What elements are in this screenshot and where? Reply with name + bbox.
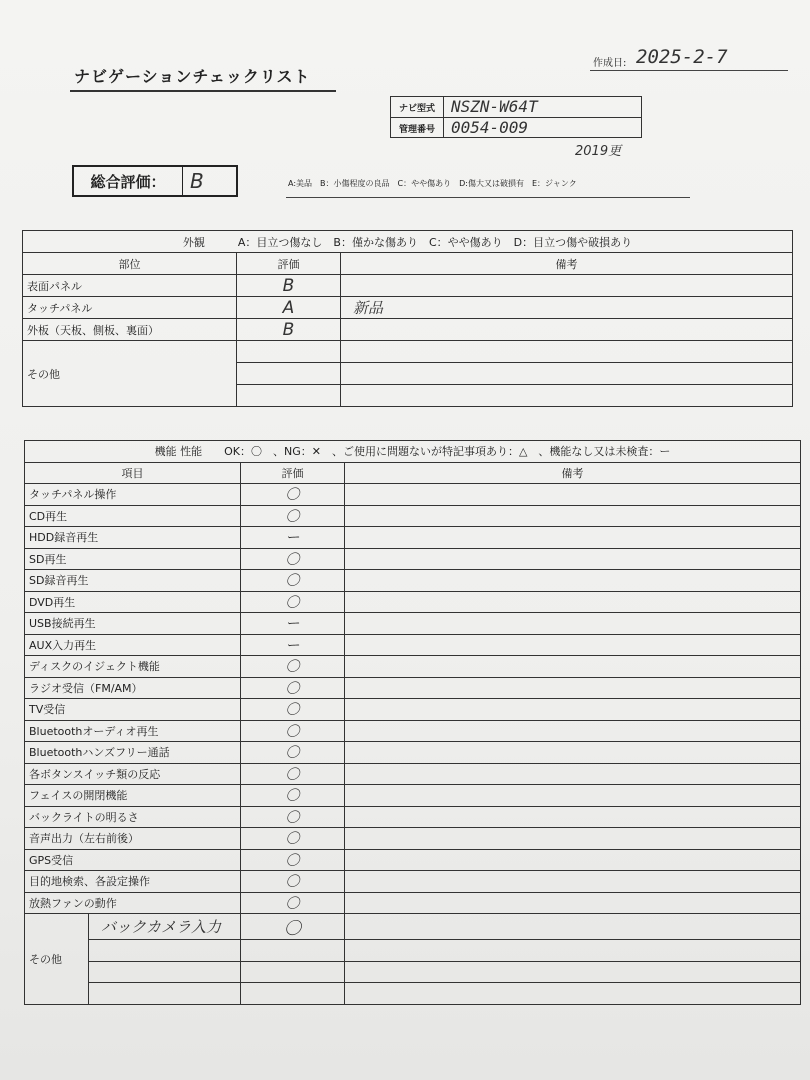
rating-cell: 〇	[241, 806, 345, 828]
rating-cell: 〇	[241, 484, 345, 506]
rating-cell: 〇	[241, 785, 345, 807]
col-rating: 評価	[241, 462, 345, 484]
item-cell: DVD再生	[25, 591, 241, 613]
table-row	[25, 527, 801, 549]
legend-underline	[286, 197, 690, 198]
table-row	[25, 505, 801, 527]
rating-cell: 〇	[241, 548, 345, 570]
created-date-value: 2025-2-7	[636, 46, 728, 68]
rating-cell: 〇	[241, 505, 345, 527]
year-note: 2019更	[575, 144, 622, 159]
part-cell: 表面パネル	[23, 275, 237, 297]
blank-cell	[345, 983, 801, 1005]
col-item: 項目	[25, 462, 241, 484]
rating-cell: 〇	[241, 699, 345, 721]
model-info-box	[390, 96, 642, 138]
item-cell: 音声出力（左右前後）	[25, 828, 241, 850]
other-rating-cell: 〇	[241, 914, 345, 940]
rating-cell: 〇	[241, 849, 345, 871]
rating-cell: 〇	[241, 720, 345, 742]
blank-cell	[241, 961, 345, 983]
blank-cell	[345, 961, 801, 983]
item-cell: CD再生	[25, 505, 241, 527]
item-cell: Bluetoothオーディオ再生	[25, 720, 241, 742]
table-row	[25, 613, 801, 635]
function-table	[24, 440, 801, 1005]
management-number-value: 0054-009	[451, 118, 529, 137]
table-row	[23, 319, 793, 341]
rating-cell: 〇	[241, 591, 345, 613]
col-part: 部位	[23, 253, 237, 275]
col-notes: 備考	[341, 253, 793, 275]
table-row	[25, 849, 801, 871]
item-cell: ディスクのイジェクト機能	[25, 656, 241, 678]
blank-cell	[89, 940, 241, 962]
note-cell	[345, 613, 801, 635]
exterior-table	[22, 230, 793, 407]
exterior-other-label: その他	[23, 341, 237, 407]
overall-rating-label: 総合評価：	[74, 167, 183, 195]
note-cell	[345, 892, 801, 914]
table-row	[25, 548, 801, 570]
function-other-label: その他	[25, 914, 89, 1005]
model-value: NSZN-W64T	[451, 97, 538, 116]
table-row	[23, 275, 793, 297]
function-header: 機能 性能 OK：〇 、NG：✕ 、ご使用に問題ないが特記事項あり：△ 、機能なし又は未検査：ー	[25, 441, 801, 463]
other-item-cell: バックカメラ入力	[89, 914, 241, 940]
blank-cell	[89, 983, 241, 1005]
rating-cell: B	[237, 275, 341, 297]
table-row	[25, 699, 801, 721]
note-cell	[345, 849, 801, 871]
overall-rating-box	[72, 165, 238, 197]
blank-cell	[345, 940, 801, 962]
col-notes: 備考	[345, 462, 801, 484]
rating-legend: A:美品 B：小傷程度の良品 C：やや傷あり D:傷大又は破損有 E：ジャンク	[288, 179, 577, 188]
note-cell	[345, 742, 801, 764]
rating-cell: 〇	[241, 871, 345, 893]
item-cell: AUX入力再生	[25, 634, 241, 656]
item-cell: HDD録音再生	[25, 527, 241, 549]
note-cell	[345, 634, 801, 656]
note-cell	[345, 871, 801, 893]
created-date-line	[590, 70, 788, 71]
blank-cell	[89, 961, 241, 983]
rating-cell: 〇	[241, 763, 345, 785]
table-row	[25, 591, 801, 613]
note-cell	[345, 677, 801, 699]
rating-cell: ー	[241, 634, 345, 656]
note-cell	[345, 570, 801, 592]
part-cell: タッチパネル	[23, 297, 237, 319]
table-row	[25, 677, 801, 699]
function-rows	[25, 484, 801, 914]
note-cell: 新品	[341, 297, 793, 319]
management-number-label: 管理番号	[391, 118, 444, 138]
rating-cell: 〇	[241, 570, 345, 592]
note-cell	[345, 505, 801, 527]
item-cell: フェイスの開閉機能	[25, 785, 241, 807]
blank-cell	[341, 363, 793, 385]
table-row	[25, 484, 801, 506]
table-row	[25, 806, 801, 828]
item-cell: GPS受信	[25, 849, 241, 871]
blank-cell	[345, 914, 801, 940]
item-cell: 放熱ファンの動作	[25, 892, 241, 914]
table-row	[25, 892, 801, 914]
table-row	[25, 785, 801, 807]
model-row	[391, 97, 641, 117]
col-rating: 評価	[237, 253, 341, 275]
created-date-label: 作成日:	[593, 58, 627, 69]
part-cell: 外板（天板、側板、裏面）	[23, 319, 237, 341]
item-cell: TV受信	[25, 699, 241, 721]
rating-cell: 〇	[241, 892, 345, 914]
management-number-row	[391, 117, 641, 138]
note-cell	[345, 806, 801, 828]
note-cell	[345, 763, 801, 785]
rating-cell: A	[237, 297, 341, 319]
note-cell	[345, 591, 801, 613]
note-cell	[345, 484, 801, 506]
rating-cell: ー	[241, 527, 345, 549]
note-cell	[345, 656, 801, 678]
item-cell: ラジオ受信（FM/AM）	[25, 677, 241, 699]
rating-cell: B	[237, 319, 341, 341]
table-row	[25, 742, 801, 764]
rating-cell: 〇	[241, 677, 345, 699]
note-cell	[345, 785, 801, 807]
table-row	[23, 297, 793, 319]
note-cell	[345, 720, 801, 742]
table-row	[25, 570, 801, 592]
rating-cell: ー	[241, 613, 345, 635]
item-cell: 目的地検索、各設定操作	[25, 871, 241, 893]
model-label: ナビ型式	[391, 97, 444, 117]
blank-cell	[237, 341, 341, 363]
title-underline	[70, 90, 336, 92]
table-row	[25, 871, 801, 893]
note-cell	[345, 527, 801, 549]
item-cell: SD再生	[25, 548, 241, 570]
table-row	[25, 720, 801, 742]
item-cell: USB接続再生	[25, 613, 241, 635]
table-row	[25, 828, 801, 850]
rating-cell: 〇	[241, 742, 345, 764]
blank-cell	[341, 341, 793, 363]
overall-rating-value: B	[190, 169, 204, 193]
blank-cell	[341, 385, 793, 407]
blank-cell	[241, 983, 345, 1005]
blank-cell	[237, 363, 341, 385]
note-cell	[341, 319, 793, 341]
table-row	[25, 656, 801, 678]
rating-cell: 〇	[241, 656, 345, 678]
item-cell: タッチパネル操作	[25, 484, 241, 506]
note-cell	[345, 828, 801, 850]
blank-cell	[241, 940, 345, 962]
item-cell: Bluetoothハンズフリー通話	[25, 742, 241, 764]
item-cell: SD録音再生	[25, 570, 241, 592]
page-title: ナビゲーションチェックリスト	[74, 67, 311, 86]
note-cell	[345, 548, 801, 570]
table-row	[25, 763, 801, 785]
table-row	[25, 634, 801, 656]
item-cell: バックライトの明るさ	[25, 806, 241, 828]
note-cell	[341, 275, 793, 297]
item-cell: 各ボタンスイッチ類の反応	[25, 763, 241, 785]
exterior-header: 外観 A：目立つ傷なし B：僅かな傷あり C：やや傷あり D：目立つ傷や破損あり	[23, 231, 793, 253]
note-cell	[345, 699, 801, 721]
rating-cell: 〇	[241, 828, 345, 850]
blank-cell	[237, 385, 341, 407]
